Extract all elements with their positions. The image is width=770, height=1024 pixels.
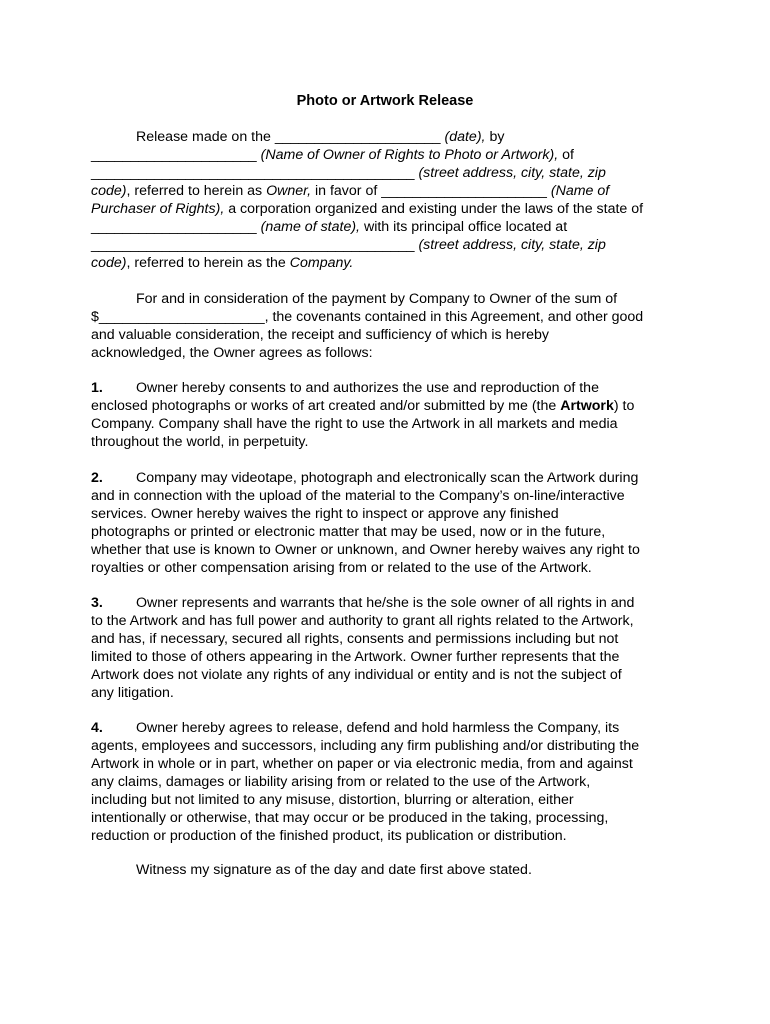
- consideration-line-3: and valuable consideration, the receipt and sufficiency of which is hereby: [91, 327, 549, 343]
- company-address-blank[interactable]: _________________________________________: [91, 237, 415, 253]
- section-1-line-2: enclosed photographs or works of art created and/or submitted by me (the Artwork) to: [91, 398, 635, 414]
- section-3-line-4: limited to those of others appearing in the Artwork. Owner further represents that the: [91, 649, 620, 665]
- date-blank[interactable]: _____________________: [274, 129, 441, 145]
- section-3-number: 3.: [91, 595, 103, 611]
- purchaser-name-blank[interactable]: _____________________: [381, 183, 547, 199]
- document-title: Photo or Artwork Release: [296, 93, 474, 109]
- owner-name-blank[interactable]: _____________________: [91, 147, 257, 163]
- intro-line-4: code), referred to herein as Owner, in favor of _____________________ (Name of: [91, 183, 610, 199]
- section-2-line-3: services. Owner hereby waives the right to inspect or approve any finished: [91, 506, 559, 522]
- section-4-line-3: Artwork in whole or in part, whether on paper or via electronic media, from and against: [91, 756, 633, 772]
- section-2-line-4: photographs or printed or electronic matter that may be used, now or in the future,: [91, 524, 606, 540]
- intro-line-6: _____________________ (name of state), with its principal office located at: [91, 219, 568, 235]
- state-blank[interactable]: _____________________: [91, 219, 257, 235]
- section-3-line-2: to the Artwork and has full power and authority to grant all rights related to the Artwork,: [91, 613, 634, 629]
- section-1-line-4: throughout the world, in perpetuity.: [91, 434, 309, 450]
- sum-blank[interactable]: _____________________: [98, 309, 265, 325]
- section-3-line-6: any litigation.: [91, 685, 174, 701]
- intro-line-7: _________________________________________ (street address, city, state, zip: [91, 237, 606, 253]
- section-1-number: 1.: [91, 380, 103, 396]
- section-1-line-1: 1. Owner hereby consents to and authorizes the use and reproduction of the: [91, 380, 599, 396]
- consideration-line-1: For and in consideration of the payment by Company to Owner of the sum of: [136, 291, 618, 307]
- section-3-line-5: Artwork does not violate any rights of any individual or entity and is not the subject of: [91, 667, 622, 683]
- section-4-line-6: intentionally or otherwise, that may occur or be produced in the taking, processing,: [91, 810, 609, 826]
- section-4-line-5: including but not limited to any misuse, distortion, blurring or alteration, either: [91, 792, 574, 808]
- section-1-line-3: Company. Company shall have the right to use the Artwork in all markets and media: [91, 416, 618, 432]
- consideration-line-4: acknowledged, the Owner agrees as follows:: [91, 345, 373, 361]
- intro-line-2: _____________________ (Name of Owner of Rights to Photo or Artwork), of: [91, 147, 574, 163]
- section-4-line-1: 4. Owner hereby agrees to release, defend and hold harmless the Company, its: [91, 720, 620, 736]
- intro-line-3: _________________________________________ (street address, city, state, zip: [91, 165, 606, 181]
- intro-line-1: Release made on the _____________________ (date), by: [136, 129, 505, 145]
- section-2-line-6: royalties or other compensation arising from or related to the use of the Artwork.: [91, 560, 592, 576]
- section-2-number: 2.: [91, 470, 103, 486]
- section-2-line-2: and in connection with the upload of the material to the Company’s on-line/interactive: [91, 488, 625, 504]
- section-3-line-1: 3. Owner represents and warrants that he/she is the sole owner of all rights in and: [91, 595, 635, 611]
- section-2-line-5: whether that use is known to Owner or unknown, and Owner hereby waives any right to: [91, 542, 640, 558]
- section-4-line-4: any claims, damages or liability arising from or related to the use of the Artwork,: [91, 774, 591, 790]
- owner-address-blank[interactable]: _________________________________________: [91, 165, 415, 181]
- consideration-line-2: $_____________________, the covenants contained in this Agreement, and other good: [91, 309, 644, 325]
- section-4-line-7: reduction or production of the finished product, its publication or distribution.: [91, 828, 567, 844]
- section-4-number: 4.: [91, 720, 103, 736]
- section-2-line-1: 2. Company may videotape, photograph and electronically scan the Artwork during: [91, 470, 639, 486]
- intro-line-8: code), referred to herein as the Company.: [91, 255, 354, 271]
- section-3-line-3: and has, if necessary, secured all rights, consents and permissions including but not: [91, 631, 619, 647]
- witness-statement: Witness my signature as of the day and date first above stated.: [136, 862, 532, 878]
- section-4-line-2: agents, employees and successors, including any firm publishing and/or distributing the: [91, 738, 640, 754]
- intro-line-5: Purchaser of Rights), a corporation organized and existing under the laws of the state of: [91, 201, 644, 217]
